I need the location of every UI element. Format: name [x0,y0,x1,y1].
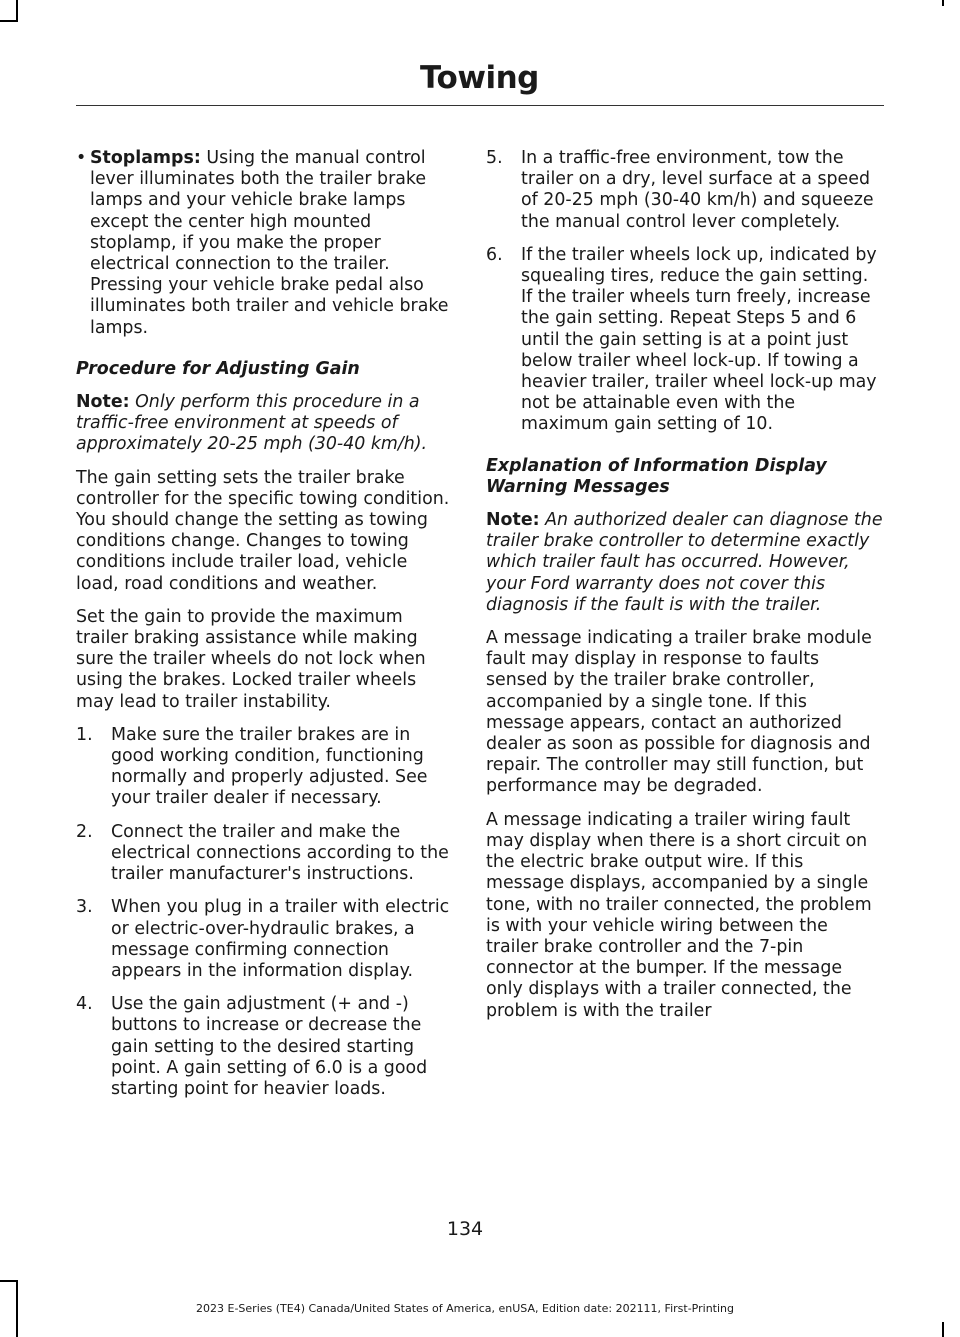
bullet-item-stoplamps [76,148,450,339]
step-text: When you plug in a trailer with electric or electric-over-hydraulic brakes, a message confirming connection appears in the information display. [111,897,450,981]
left-column [76,148,450,1112]
step-text: If the trailer wheels lock up, indicated by squealing tires, reduce the gain setting. If the trailer wheels turn freely, increase the gain setting. Repeat Steps 5 and 6 until the gain setting is at a point just below trailer wheel lock-up. If towing a heavier trailer, trailer wheel lock-up may not be attainable even with the maximum gain setting of 10. [521,244,877,435]
bullet-text: Using the manual control lever illuminates both the trailer brake lamps and your vehicle brake lamps except the center high mounted stoplamp, if you make the proper electrical connection to the trailer. Pressing your vehicle brake pedal also illuminates both trailer and vehicle brake lamps. [90,148,449,338]
step-text: Make sure the trailer brakes are in good working condition, functioning normally and properly adjusted. See your trailer dealer if necessary. [111,724,428,809]
step-1 [76,725,450,810]
crop-mark-top-left-h [0,20,18,22]
header-rule [76,105,884,106]
paragraph-module-fault: A message indicating a trailer brake module fault may display in response to faults sensed by the trailer brake controller, accompanied by a single tone. If this message appears, contact an authorized dealer as soon as possible for diagnosis and repair. The controller may still function, but performance may be degraded. [486,628,872,797]
step-4 [76,994,450,1100]
step-2 [76,822,450,886]
paragraph-wiring-fault: A message indicating a trailer wiring fault may display when there is a short circuit on the electric brake output wire. If this message displays, accompanied by a single tone, with no trailer connected, the problem is with your vehicle wiring between the trailer brake controller and the 7-pin connector at the bumper. If the message only displays with a trailer connected, the problem is with the trailer [486,809,872,1021]
step-number: 6. [486,244,503,265]
page-footer: 2023 E-Series (TE4) Canada/United States of America, enUSA, Edition date: 202111, First-Printing [196,1302,734,1315]
step-number: 4. [76,994,93,1015]
step-3 [76,897,450,982]
step-text: Connect the trailer and make the electrical connections according to the trailer manufacturer's instructions. [111,821,449,885]
note-label: Note: [76,392,130,413]
note-label: Note: [486,510,540,531]
step-number: 3. [76,897,93,918]
section-heading-adjusting-gain: Procedure for Adjusting Gain [76,358,360,379]
paragraph-gain-setting: The gain setting sets the trailer brake controller for the specific towing condition. You should change the setting as towing conditions change. Changes to towing conditions include trailer load, vehicle load, road conditions and weather. [76,467,450,594]
crop-mark-bottom-right [942,1322,944,1337]
note-adjusting-gain [76,392,450,456]
page-number: 134 [446,1218,484,1240]
step-text: Use the gain adjustment (+ and -) buttons to increase or decrease the gain setting to the desired starting point. A gain setting of 6.0 is a good starting point for heavier loads. [111,994,428,1099]
step-number: 1. [76,724,93,745]
note-text: Only perform this procedure in a traffic-free environment at speeds of approximately 20-25 mph (30-40 km/h). [76,392,428,455]
note-text: An authorized dealer can diagnose the trailer brake controller to determine exactly which trailer fault has occurred. However, your Ford warranty does not cover this diagnosis if the fault is with the trailer. [486,510,883,615]
step-6 [486,245,884,436]
step-text: In a traffic-free environment, tow the trailer on a dry, level surface at a speed of 20-25 mph (30-40 km/h) and squeeze the manual control lever completely. [521,148,874,232]
step-5 [486,148,884,233]
bullet-label: Stoplamps: [90,148,201,168]
step-number: 5. [486,148,503,168]
crop-mark-bottom-left-h [0,1280,18,1282]
crop-mark-top-right [942,0,944,6]
page-header-title: Towing [420,60,539,96]
section-heading-warning-messages: Explanation of Information Display Warning Messages [486,455,827,497]
step-number: 2. [76,821,93,842]
note-warning-messages [486,510,884,616]
paragraph-set-gain: Set the gain to provide the maximum trailer braking assistance while making sure the trailer wheels do not lock when using the brakes. Locked trailer wheels may lead to trailer instability. [76,606,426,712]
right-column [486,148,884,1034]
crop-mark-top-left [16,0,18,22]
bullet-marker: • [76,148,87,168]
